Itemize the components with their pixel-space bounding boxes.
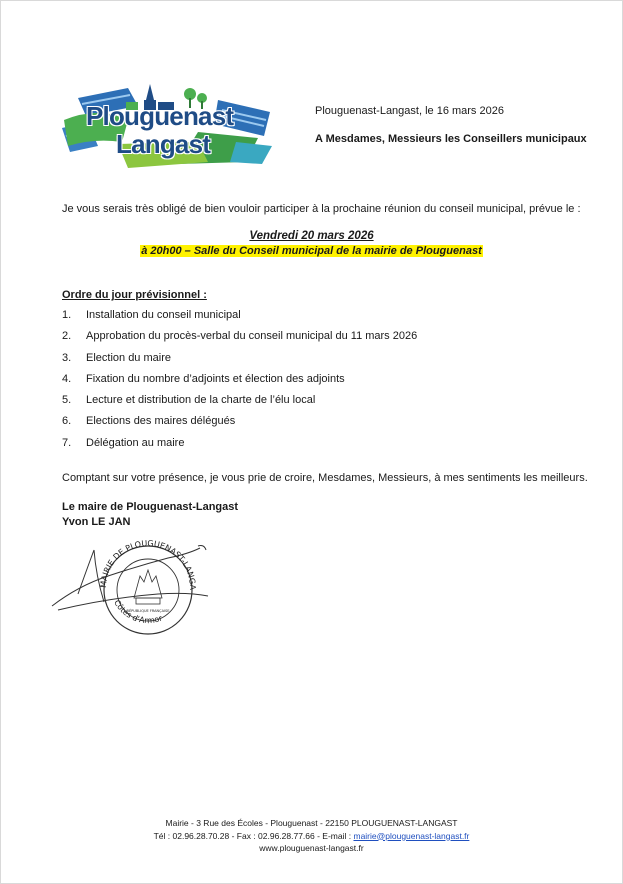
agenda-item-text: Délégation au maire <box>86 436 185 449</box>
stamp-top-text: MAIRIE DE PLOUGUENAST-LANGA <box>98 538 198 591</box>
footer-website: www.plouguenast-langast.fr <box>259 843 364 853</box>
agenda-item <box>62 414 417 435</box>
closing-paragraph: Comptant sur votre présence, je vous prie de croire, Mesdames, Messieurs, à mes sentiments les meilleurs. <box>62 472 588 484</box>
stamp-graphic <box>48 536 218 636</box>
footer-phone-fax: Tél : 02.96.28.70.28 - Fax : 02.96.28.77.66 - E-mail : <box>153 830 354 841</box>
svg-text:MAIRIE DE PLOUGUENAST-LANGAST <box>48 536 197 591</box>
agenda-item-text: Elections des maires délégués <box>86 415 236 428</box>
footer-address: Mairie - 3 Rue des Écoles - Plouguenast - 22150 PLOUGUENAST-LANGAST <box>165 818 458 828</box>
agenda-item-number: 7. <box>62 436 72 449</box>
agenda-item-text: Fixation du nombre d’adjoints et élection des adjoints <box>86 372 345 385</box>
agenda-item-text: Lecture et distribution de la charte de l’élu local <box>86 394 316 407</box>
logo-text-line1: Plouguenast <box>86 101 234 131</box>
agenda-item <box>62 393 417 414</box>
agenda-item-text: Election du maire <box>86 351 171 364</box>
agenda-item <box>62 351 417 372</box>
town-logo <box>58 80 276 170</box>
signer-name: Yvon LE JAN <box>62 516 131 528</box>
agenda-list <box>62 308 417 457</box>
agenda-item <box>62 372 417 393</box>
agenda-item-number: 2. <box>62 330 72 343</box>
stamp-center-text: RÉPUBLIQUE FRANÇAISE <box>126 609 170 613</box>
official-stamp <box>48 536 218 636</box>
agenda-item-number: 3. <box>62 351 72 364</box>
stamp-bottom-text: Côtes d'Armor <box>112 598 164 626</box>
meeting-date <box>0 230 623 242</box>
agenda-item-text: Approbation du procès-verbal du conseil municipal du 11 mars 2026 <box>86 330 418 343</box>
agenda-item-number: 5. <box>62 394 72 407</box>
meeting-date-text: Vendredi 20 mars 2026 <box>249 230 374 242</box>
signer-title: Le maire de Plouguenast-Langast <box>62 501 239 513</box>
meeting-place <box>0 245 623 257</box>
agenda-item-text: Installation du conseil municipal <box>86 309 241 321</box>
logo-text-line2: Langast <box>116 129 211 159</box>
letter-footer <box>0 817 623 855</box>
agenda-item-number: 4. <box>62 372 72 385</box>
letter-date: Plouguenast-Langast, le 16 mars 2026 <box>315 105 504 117</box>
meeting-place-text: à 20h00 – Salle du Conseil municipal de la mairie de Plouguenast <box>141 245 482 257</box>
agenda-item-number: 1. <box>62 309 72 321</box>
footer-contact <box>0 830 623 843</box>
agenda-item <box>62 329 417 350</box>
agenda-title: Ordre du jour prévisionnel : <box>62 289 207 301</box>
agenda-item <box>62 308 417 329</box>
agenda-item-number: 6. <box>62 415 72 428</box>
letter-addressee: A Mesdames, Messieurs les Conseillers municipaux <box>315 133 587 145</box>
footer-email-link[interactable]: mairie@plouguenast-langast.fr <box>353 830 470 841</box>
agenda-item <box>62 436 417 457</box>
intro-paragraph: Je vous serais très obligé de bien vouloir participer à la prochaine réunion du conseil municipal, prévue le : <box>62 203 581 215</box>
